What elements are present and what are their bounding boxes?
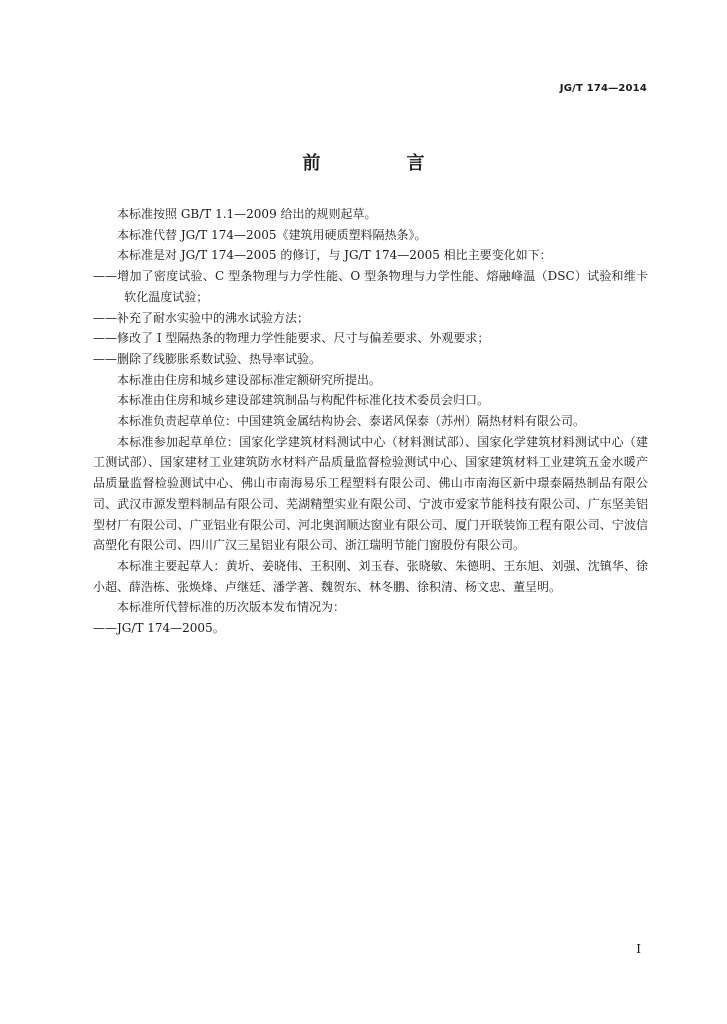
page-number: I — [636, 942, 641, 956]
list-item: ——补充了耐水实验中的沸水试验方法； — [93, 310, 310, 325]
list-item: ——增加了密度试验、C 型条物理与力学性能、O 型条物理与力学性能、熔融峰温（DSC）试验和维卡软化温度试验； — [93, 269, 648, 304]
list-item: ——删除了线膨胀系数试验、热导率试验。 — [93, 351, 322, 366]
paragraph: 本标准由住房和城乡建设部标准定额研究所提出。 — [117, 372, 382, 387]
paragraph: 本标准代替 JG/T 174—2005《建筑用硬质塑料隔热条》。 — [117, 227, 427, 242]
page-title: 前 言 — [302, 153, 459, 174]
paragraph: 本标准所代替标准的历次版本发布情况为： — [117, 600, 346, 615]
paragraph: 本标准由住房和城乡建设部建筑制品与构配件标准化技术委员会归口。 — [117, 393, 490, 408]
paragraph: 本标准负责起草单位：中国建筑金属结构协会、泰诺风保泰（苏州）隔热材料有限公司。 — [117, 414, 586, 429]
standard-code: JG/T 174—2014 — [559, 83, 647, 94]
paragraph: 本标准是对 JG/T 174—2005 的修订，与 JG/T 174—2005 相比主要变化如下： — [117, 248, 552, 263]
paragraph: 本标准参加起草单位：国家化学建筑材料测试中心（材料测试部）、国家化学建筑材料测试中心（建工测试部）、国家建材工业建筑防水材料产品质量监督检验测试中心、国家建筑材料工业建筑五金水暖产品质量监督检验测试中心、佛山市南海易乐工程塑料有限公司、佛山市南海区新中璟泰隔热制品有限公司、武汉市源发塑料制品有限公司、芜湖精塑实业有限公司、宁波市爱家节能科技有限公司、广东坚美铝型材厂有限公司、广亚铝业有限公司、河北奥润顺达窗业有限公司、厦门开联装饰工程有限公司、宁波信高塑化有限公司、四川广汉三星铝业有限公司、浙江瑞明节能门窗股份有限公司。 — [93, 434, 648, 553]
document-body — [93, 204, 648, 639]
list-item: ——修改了 I 型隔热条的物理力学性能要求、尺寸与偏差要求、外观要求； — [93, 331, 490, 346]
list-item: ——JG/T 174—2005。 — [93, 621, 225, 636]
paragraph: 本标准按照 GB/T 1.1—2009 给出的规则起草。 — [117, 207, 377, 221]
paragraph: 本标准主要起草人：黄圻、姜晓伟、王积刚、刘玉春、张晓敏、朱德明、王东旭、刘强、沈镇华、徐小超、薛浩栋、张焕烽、卢继廷、潘学著、魏贺东、林冬鹏、徐积清、杨文忠、董呈明。 — [93, 558, 648, 594]
